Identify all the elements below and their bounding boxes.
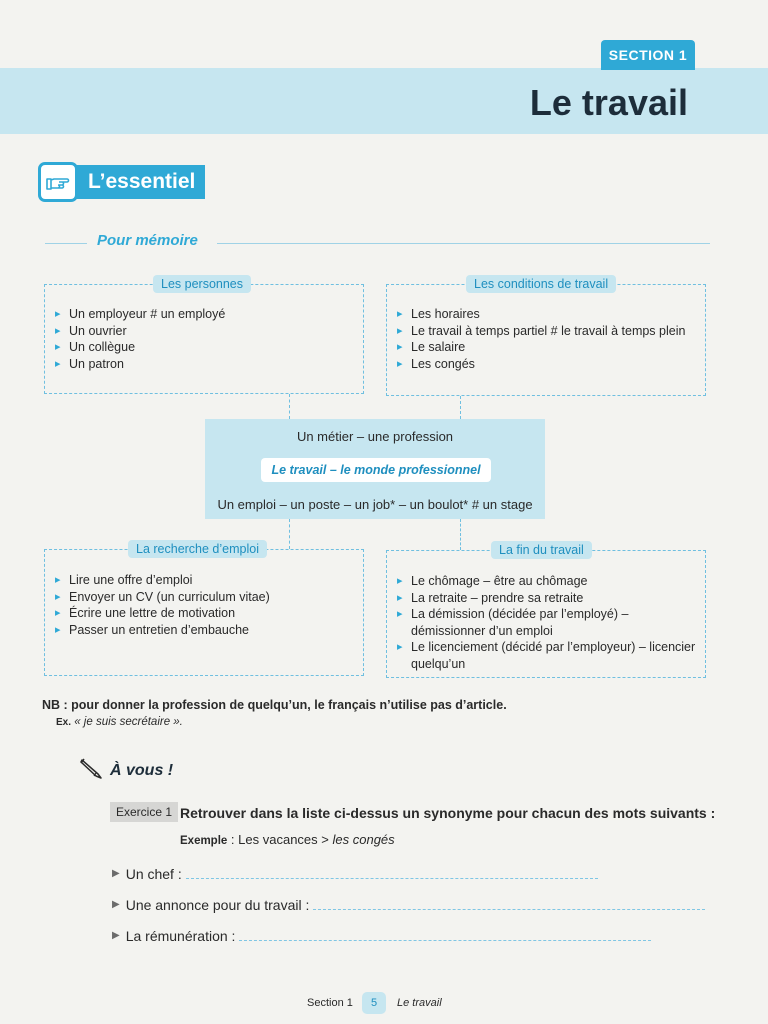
list-item: ▸ Le travail à temps partiel # le travail à temps plein	[397, 323, 697, 340]
memoire-rule-right	[217, 243, 710, 244]
exemple-label: Exemple	[180, 835, 228, 847]
list-item: ▸ Les horaires	[397, 306, 697, 323]
center-line-emploi: Un emploi – un poste – un job* – un boulot* # un stage	[217, 497, 533, 512]
list-item: ▸ Les congés	[397, 356, 697, 373]
box-recherche-title: La recherche d’emploi	[128, 540, 267, 558]
question-label: Une annonce pour du travail :	[125, 897, 310, 913]
box-recherche	[44, 542, 364, 676]
list-item: ▸ Envoyer un CV (un curriculum vitae)	[55, 589, 355, 606]
exercice-tag: Exercice 1	[110, 802, 178, 822]
memoire-heading	[45, 232, 710, 252]
list-item: ▸ Le licenciement (décidé par l’employeur) – licencier quelqu’un	[397, 639, 697, 672]
list-item: ▸ Un patron	[55, 356, 350, 373]
list-item: ▸ Écrire une lettre de motivation	[55, 605, 355, 622]
list-item: ▸ Un ouvrier	[55, 323, 350, 340]
question-label: Un chef :	[125, 866, 182, 882]
exemple-word: Les vacances	[238, 832, 318, 847]
question-item	[112, 897, 705, 913]
exercice-title: Retrouver dans la liste ci-dessus un synonyme pour chacun des mots suivants :	[180, 805, 716, 821]
box-fin-list	[397, 573, 697, 672]
connector-line	[460, 519, 461, 550]
box-conditions-list	[397, 306, 697, 372]
answer-field[interactable]	[239, 939, 651, 941]
box-personnes	[44, 277, 364, 394]
exercice-exemple: Exemple : Les vacances > les congés	[180, 832, 395, 847]
box-recherche-list	[55, 572, 355, 638]
page-title: Le travail	[529, 82, 688, 123]
question-label: La rémunération :	[125, 928, 236, 944]
list-item: ▸ La démission (décidée par l’employé) – démissionner d’un emploi	[397, 606, 697, 639]
nb-example-label: Ex.	[56, 717, 72, 728]
box-personnes-title: Les personnes	[153, 275, 251, 293]
list-item: ▸ Le salaire	[397, 339, 697, 356]
nb-example	[56, 716, 183, 728]
box-conditions	[386, 277, 706, 396]
memoire-title: Pour mémoire	[97, 232, 198, 249]
answer-field[interactable]	[186, 877, 598, 879]
box-fin-title: La fin du travail	[491, 541, 592, 559]
essentiel-label: L’essentiel	[74, 165, 205, 199]
avous-label: À vous !	[110, 761, 174, 779]
exemple-arrow: >	[321, 832, 329, 847]
center-line-metier: Un métier – une profession	[296, 429, 454, 444]
nb-example-text: « je suis secrétaire ».	[74, 716, 183, 728]
center-highlight: Le travail – le monde professionnel	[261, 458, 491, 482]
list-item: ▸ Passer un entretien d’embauche	[55, 622, 355, 639]
nb-note: NB : pour donner la profession de quelqu’un, le français n’utilise pas d’article.	[42, 698, 507, 712]
box-conditions-title: Les conditions de travail	[466, 275, 616, 293]
footer-title: Le travail	[397, 997, 442, 1009]
section-tab: SECTION 1	[601, 40, 695, 70]
box-fin	[386, 543, 706, 678]
connector-line	[460, 396, 461, 419]
list-item: ▸ Un employeur # un employé	[55, 306, 350, 323]
box-personnes-list	[55, 306, 350, 372]
bullet-icon: ▶	[112, 899, 120, 910]
connector-line	[289, 519, 290, 549]
list-item: ▸ La retraite – prendre sa retraite	[397, 590, 697, 607]
bullet-icon: ▶	[112, 868, 120, 879]
center-box	[205, 419, 545, 519]
memoire-rule-left	[45, 243, 87, 244]
question-item	[112, 928, 651, 944]
footer-section: Section 1	[307, 997, 353, 1009]
pencil-icon	[78, 756, 104, 785]
list-item: ▸ Un collègue	[55, 339, 350, 356]
essentiel-heading	[38, 160, 205, 204]
bullet-icon: ▶	[112, 930, 120, 941]
connector-line	[289, 394, 290, 419]
exemple-answer: les congés	[332, 832, 395, 847]
pointing-hand-icon	[38, 162, 78, 202]
page-number: 5	[362, 992, 386, 1014]
answer-field[interactable]	[313, 908, 705, 910]
list-item: ▸ Le chômage – être au chômage	[397, 573, 697, 590]
list-item: ▸ Lire une offre d’emploi	[55, 572, 355, 589]
question-item	[112, 866, 598, 882]
avous-heading	[78, 756, 173, 785]
